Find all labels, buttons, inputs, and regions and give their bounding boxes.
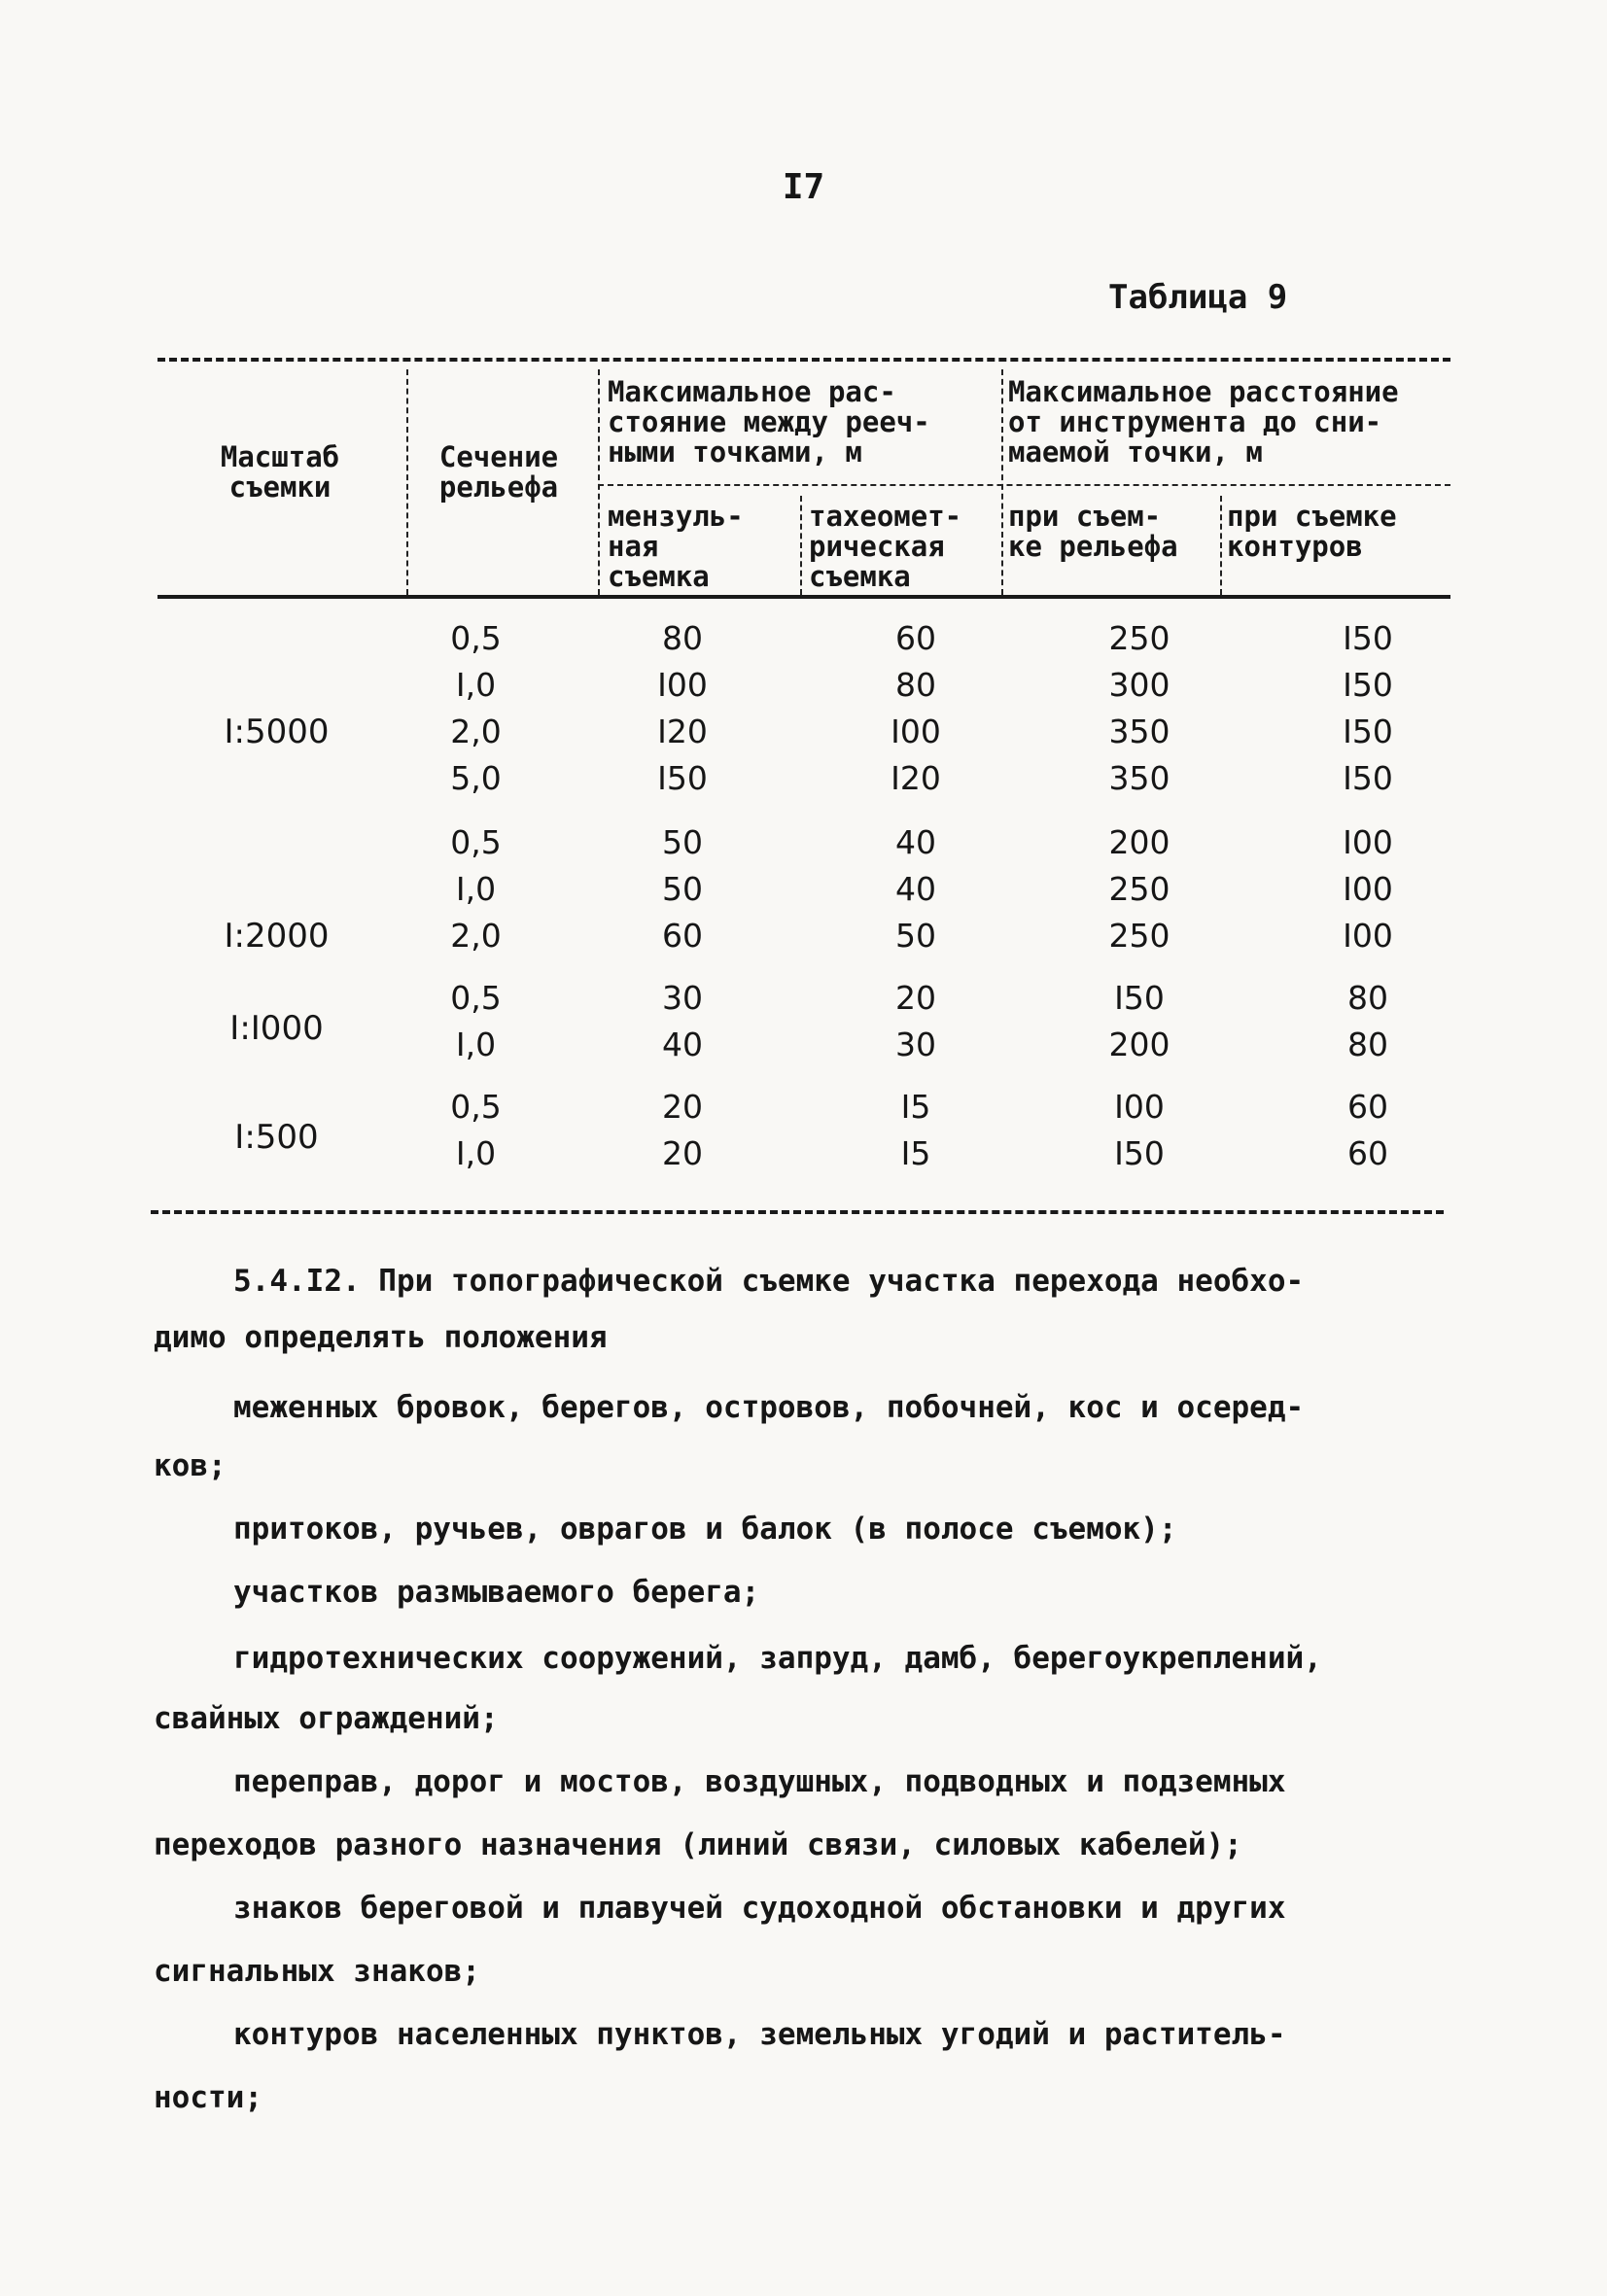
- tacheometric-cell: I20: [891, 759, 941, 797]
- header-contour-survey: при съемке контуров: [1227, 500, 1397, 563]
- section-cell: 0,5: [450, 823, 502, 861]
- plane-table-cell: I20: [657, 713, 708, 750]
- tacheometric-cell: 40: [895, 823, 936, 861]
- tacheometric-cell: I5: [900, 1088, 931, 1126]
- contours-cell: 80: [1347, 1026, 1388, 1063]
- list-item-line: свайных ограждений;: [154, 1701, 499, 1736]
- relief-cell: I50: [1114, 1134, 1165, 1172]
- section-cell: I,0: [455, 666, 497, 704]
- relief-cell: I50: [1114, 979, 1165, 1017]
- header-bottom-rule: [157, 595, 1450, 599]
- section-cell: I,0: [455, 870, 497, 908]
- tacheometric-cell: 50: [895, 917, 936, 955]
- list-item-line: притоков, ручьев, оврагов и балок (в полосе съемок);: [233, 1512, 1177, 1547]
- header-section: Сечение рельефа: [438, 440, 559, 504]
- plane-table-cell: I50: [657, 759, 708, 797]
- plane-table-cell: 80: [662, 619, 703, 657]
- section-cell: I,0: [455, 1134, 497, 1172]
- table-row: [157, 1131, 1450, 1177]
- clause-intro-line-2: димо определять положения: [154, 1320, 608, 1355]
- table-bottom-rule: [151, 1210, 1444, 1214]
- header-scale: Масштаб съемки: [220, 440, 340, 504]
- plane-table-cell: 20: [662, 1134, 703, 1172]
- relief-cell: 250: [1108, 870, 1170, 908]
- header-divider: [406, 369, 408, 595]
- table-row: [157, 615, 1450, 662]
- relief-cell: 350: [1108, 713, 1170, 750]
- table-row: [157, 662, 1450, 709]
- scale-label: I:500: [234, 1118, 319, 1157]
- table-row: [157, 1084, 1450, 1131]
- table-row: [157, 913, 1450, 959]
- relief-cell: 200: [1108, 823, 1170, 861]
- header-divider: [1220, 496, 1222, 595]
- table-row: [157, 866, 1450, 913]
- contours-cell: I50: [1343, 619, 1393, 657]
- plane-table-cell: 50: [662, 870, 703, 908]
- relief-cell: 350: [1108, 759, 1170, 797]
- table-row: [157, 819, 1450, 866]
- contours-cell: 80: [1347, 979, 1388, 1017]
- tacheometric-cell: 30: [895, 1026, 936, 1063]
- relief-cell: 300: [1108, 666, 1170, 704]
- plane-table-cell: I00: [657, 666, 708, 704]
- header-tacheometric-survey: тахеомет- рическая съемка: [809, 500, 962, 593]
- list-item-line: переправ, дорог и мостов, воздушных, подводных и подземных: [233, 1764, 1286, 1799]
- list-item-line: ности;: [154, 2080, 262, 2115]
- list-item-line: гидротехнических сооружений, запруд, дамб, берегоукреплений,: [233, 1641, 1322, 1676]
- list-item-line: участков размываемого берега;: [233, 1575, 760, 1610]
- relief-cell: I00: [1114, 1088, 1165, 1126]
- relief-cell: 200: [1108, 1026, 1170, 1063]
- header-divider: [800, 496, 802, 595]
- clause-intro-line-1: 5.4.I2. При топографической съемке участка перехода необхо-: [233, 1264, 1305, 1299]
- header-relief-survey: при съем- ке рельефа: [1008, 500, 1178, 563]
- list-item-line: переходов разного назначения (линий связи, силовых кабелей);: [154, 1827, 1242, 1862]
- section-cell: 0,5: [450, 619, 502, 657]
- plane-table-cell: 30: [662, 979, 703, 1017]
- contours-cell: I00: [1343, 917, 1393, 955]
- tacheometric-cell: I00: [891, 713, 941, 750]
- tacheometric-cell: I5: [900, 1134, 931, 1172]
- contours-cell: 60: [1347, 1134, 1388, 1172]
- contours-cell: I00: [1343, 870, 1393, 908]
- plane-table-cell: 20: [662, 1088, 703, 1126]
- tacheometric-cell: 40: [895, 870, 936, 908]
- relief-cell: 250: [1108, 619, 1170, 657]
- table-row: [157, 1022, 1450, 1068]
- header-max-from-instrument: Максимальное расстояние от инструмента до сни- маемой точки, м: [1008, 375, 1399, 469]
- contours-cell: I50: [1343, 759, 1393, 797]
- plane-table-cell: 40: [662, 1026, 703, 1063]
- section-cell: 2,0: [450, 917, 502, 955]
- table-caption: Таблица 9: [1108, 278, 1288, 317]
- contours-cell: I00: [1343, 823, 1393, 861]
- list-item-line: знаков береговой и плавучей судоходной обстановки и других: [233, 1891, 1286, 1926]
- scale-label: I:5000: [224, 713, 330, 751]
- header-divider: [1001, 369, 1003, 595]
- section-cell: 0,5: [450, 1088, 502, 1126]
- header-max-between-points: Максимальное рас- стояние между рееч- ными точками, м: [608, 375, 930, 469]
- section-cell: I,0: [455, 1026, 497, 1063]
- section-cell: 0,5: [450, 979, 502, 1017]
- section-cell: 2,0: [450, 713, 502, 750]
- list-item-line: меженных бровок, берегов, островов, побочней, кос и осеред-: [233, 1390, 1305, 1425]
- contours-cell: I50: [1343, 713, 1393, 750]
- scale-label: I:I000: [229, 1009, 324, 1048]
- relief-cell: 250: [1108, 917, 1170, 955]
- list-item-line: ков;: [154, 1448, 227, 1483]
- page-number: I7: [782, 167, 825, 207]
- section-cell: 5,0: [450, 759, 502, 797]
- scale-label: I:2000: [224, 917, 330, 956]
- header-divider: [598, 369, 600, 595]
- plane-table-cell: 50: [662, 823, 703, 861]
- table-row: [157, 709, 1450, 755]
- contours-cell: I50: [1343, 666, 1393, 704]
- table-row: [157, 975, 1450, 1022]
- header-group-rule: [598, 484, 1450, 486]
- contours-cell: 60: [1347, 1088, 1388, 1126]
- table-row: [157, 755, 1450, 802]
- table-top-rule: [157, 358, 1450, 362]
- tacheometric-cell: 20: [895, 979, 936, 1017]
- header-plane-table-survey: мензуль- ная съемка: [608, 500, 744, 593]
- list-item-line: сигнальных знаков;: [154, 1954, 480, 1989]
- tacheometric-cell: 60: [895, 619, 936, 657]
- list-item-line: контуров населенных пунктов, земельных угодий и раститель-: [233, 2017, 1286, 2052]
- tacheometric-cell: 80: [895, 666, 936, 704]
- plane-table-cell: 60: [662, 917, 703, 955]
